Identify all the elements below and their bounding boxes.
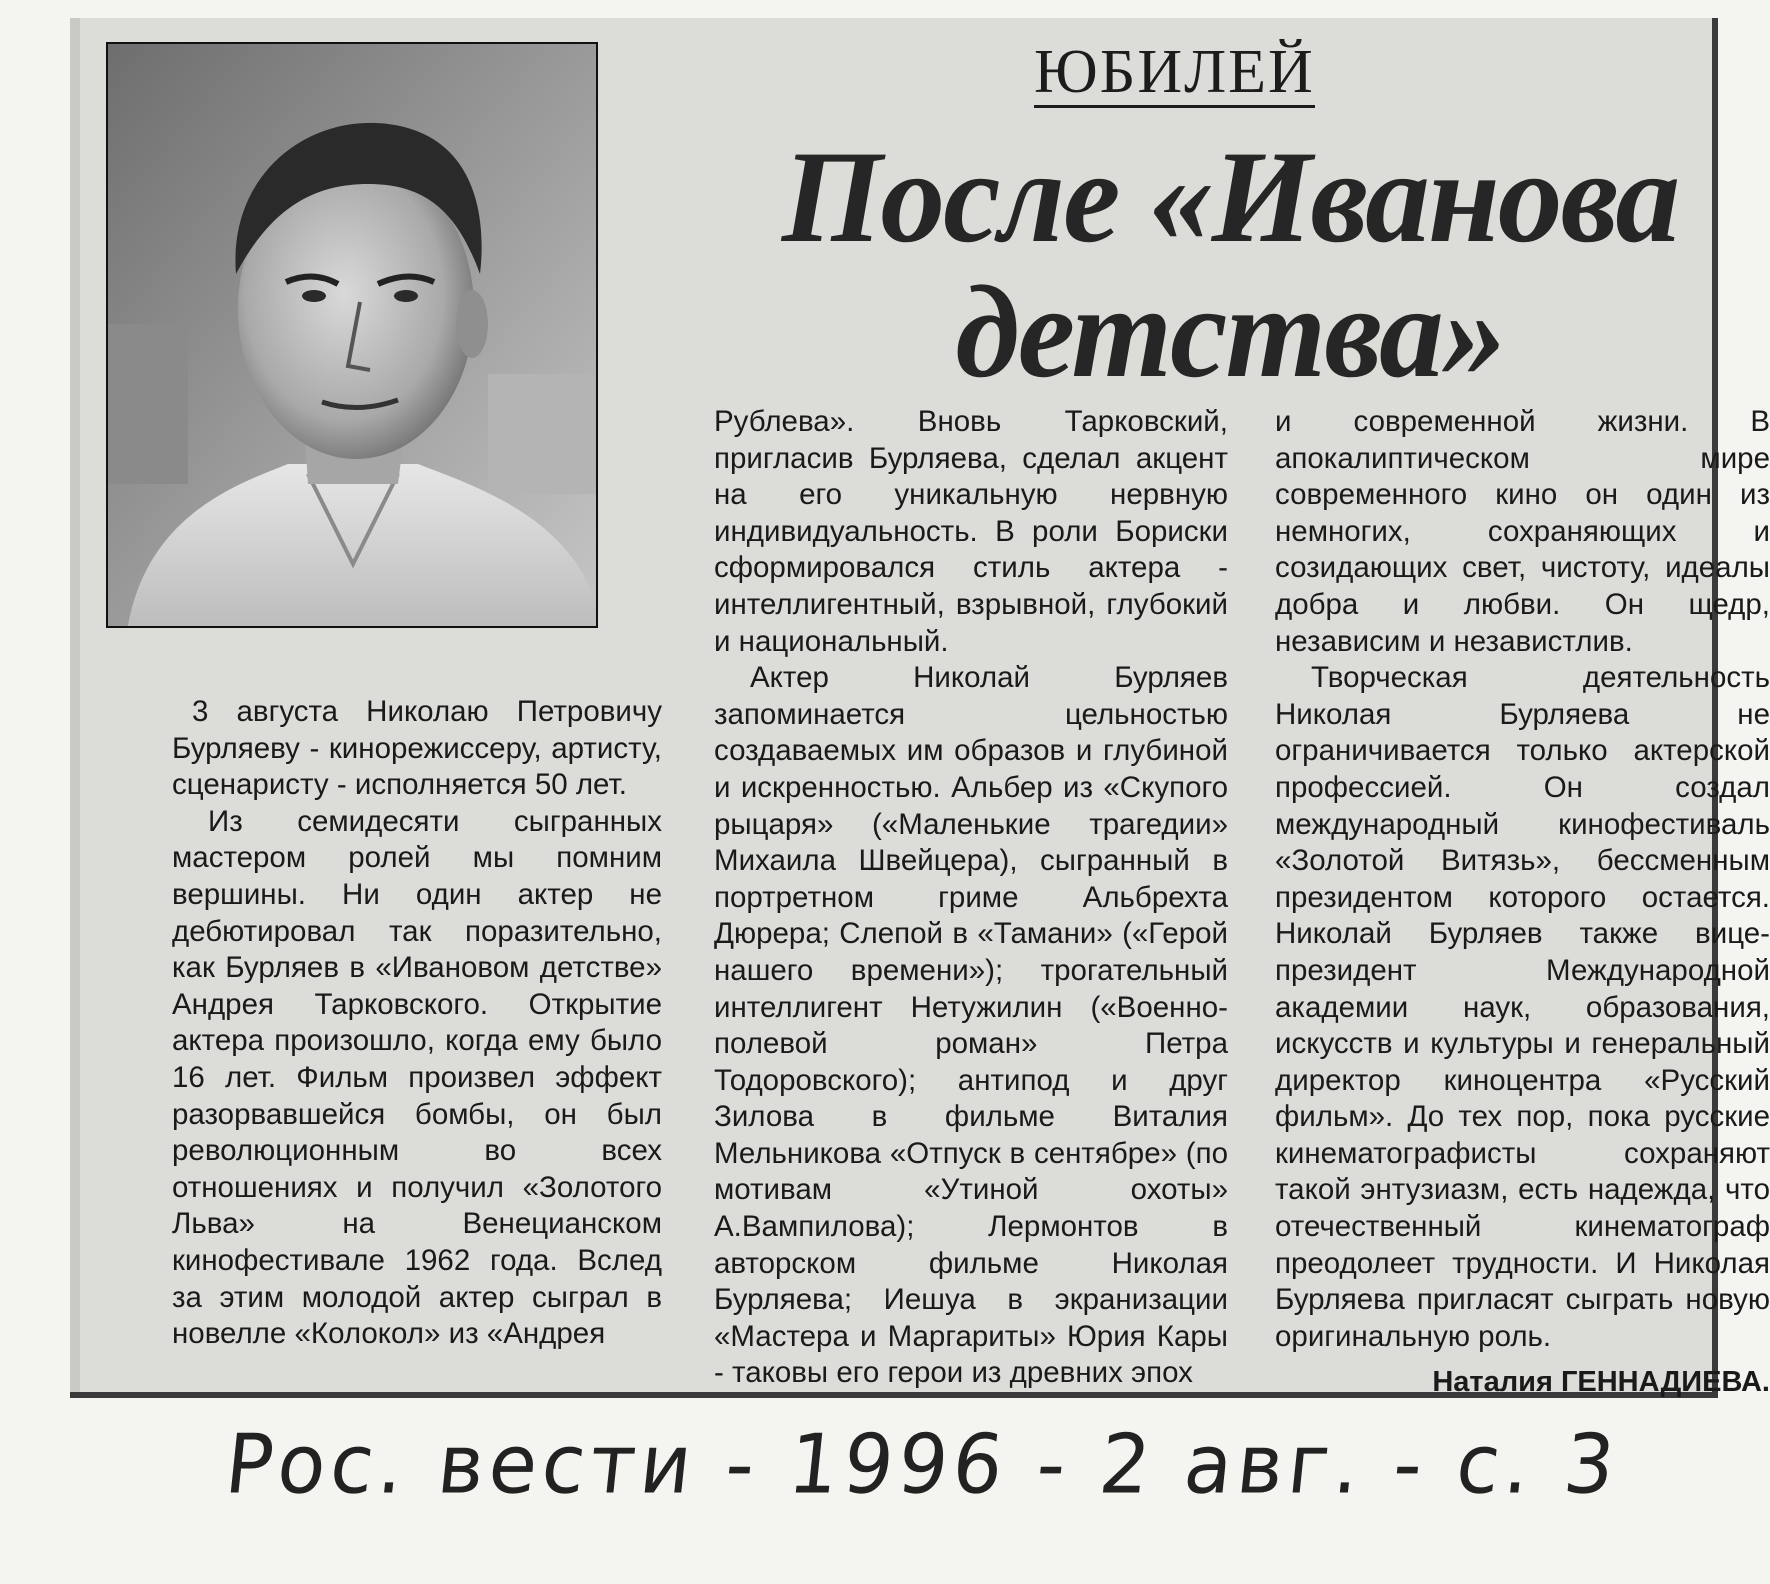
paragraph: Творческая деятельность Николая Бурляева не ограничивается только актерской профессией. Он создал международный кинофестиваль «Золотой Витязь», бессменным президентом которого остается. Николай Бурляев также вице-президент Международной академии наук, образования, искусств и культуры и генеральный директор киноцентра «Русский фильм». До тех пор, пока русские кинематографисты сохраняют такой энтузиазм, есть надежда, что отечественный кинематограф преодолеет трудности. И Николая Бурляева пригласят сыграть новую оригинальную роль. xyxy=(1275,661,1770,1353)
article-column-2 xyxy=(714,404,1228,1392)
paragraph: Из семидесяти сыгранных мастером ролей мы помним вершины. Ни один актер не дебютировал так поразительно, как Бурляев в «Ивановом детстве» Андрея Тарковского. Открытие актера произошло, когда ему было 16 лет. Фильм произвел эффект разорвавшейся бомбы, он был революционным во всех отношениях и получил «Золотого Льва» на Венецианском кинофестивале 1962 года. Вслед за этим молодой актер сыграл в новелле «Колокол» из «Андрея xyxy=(172,804,662,1351)
paragraph: 3 августа Николаю Петровичу Бурляеву - кинорежиссеру, артисту, сценаристу - исполняется 50 лет. xyxy=(172,695,662,802)
handwritten-source-note: Рос. вести - 1996 - 2 авг. - с. 3 xyxy=(221,1417,1624,1513)
article-column-1 xyxy=(172,694,662,1353)
author-byline: Наталия ГЕННАДИЕВА. xyxy=(1432,1366,1770,1398)
paragraph: и современной жизни. В апокалиптическом мире современного кино он один из немногих, сохраняющих и созидающих свет, чистоту, идеалы добра и любви. Он щедр, независим и независтлив. xyxy=(1275,405,1770,658)
headline: После «Иванова детства» xyxy=(781,123,1679,405)
newspaper-clipping xyxy=(70,18,1770,1398)
portrait-photo xyxy=(106,42,598,628)
article-column-3 xyxy=(1275,404,1770,1355)
section-label: ЮБИЛЕЙ xyxy=(1034,40,1315,108)
paragraph: Актер Николай Бурляев запоминается цельностью создаваемых им образов и глубиной и искренностью. Альбер из «Скупого рыцаря» («Маленькие трагедии» Михаила Швейцера), сыгранный в портретном гриме Альбрехта Дюрера; Слепой в «Тамани» («Герой нашего времени»); трогательный интеллигент Нетужилин («Военно-полевой роман» Петра Тодоровского); антипод и друг Зилова в фильме Виталия Мельникова «Отпуск в сентябре» (по мотивам «Утиной охоты» А.Вампилова); Лермонтов в авторском фильме Николая Бурляева; Иешуа в экранизации «Мастера и Маргариты» Юрия Кары - таковы его герои из древних эпох xyxy=(714,661,1228,1390)
paragraph: Рублева». Вновь Тарковский, пригласив Бурляева, сделал акцент на его уникальную нервную индивидуальность. В роли Бориски сформировался стиль актера - интеллигентный, взрывной, глубокий и национальный. xyxy=(714,405,1228,658)
